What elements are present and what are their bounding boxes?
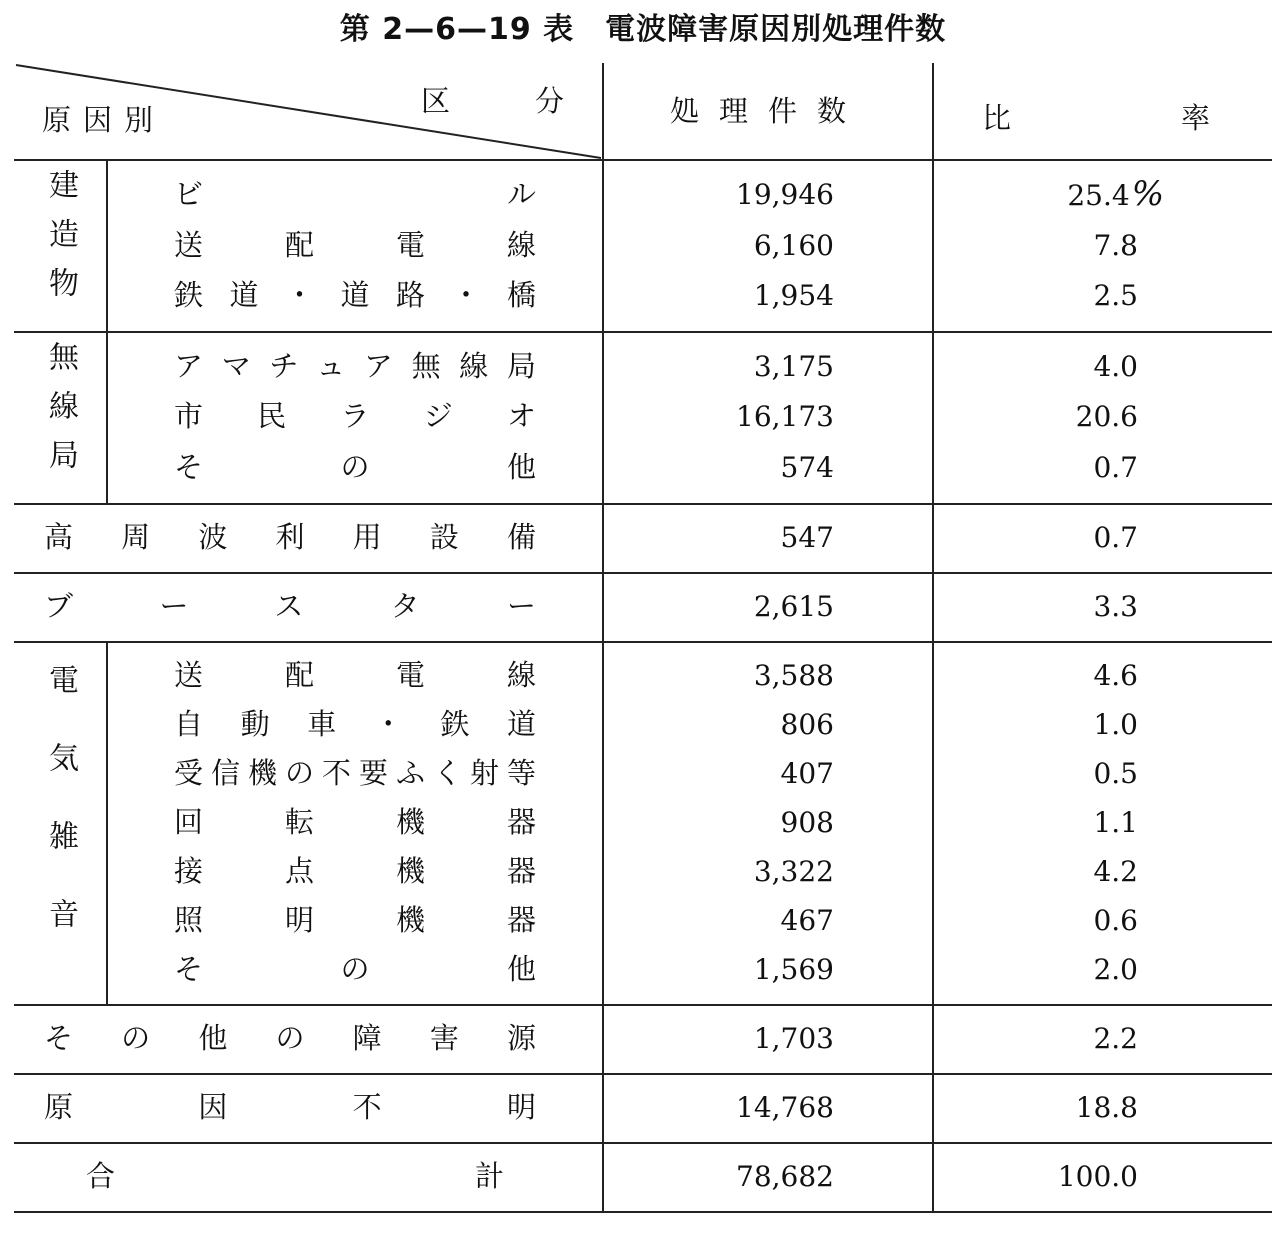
total-row: [14, 1143, 1272, 1212]
row-count: 19,946: [603, 160, 933, 220]
table-row: [14, 945, 1272, 1005]
row-count: 6,160: [603, 220, 933, 270]
header-count-label: 処理件数: [603, 63, 933, 160]
row-count: 2,615: [603, 573, 933, 642]
row-ratio: 0.6: [933, 896, 1272, 945]
row-ratio: 4.6: [933, 642, 1272, 700]
table-row: [14, 847, 1272, 896]
table-row: [14, 573, 1272, 642]
row-item: ブースター: [14, 573, 603, 642]
row-item: ビル: [107, 160, 603, 220]
row-item: 送配電線: [107, 220, 603, 270]
table-row: [14, 271, 1272, 332]
row-item: 原因不明: [14, 1074, 603, 1143]
row-count: 547: [603, 504, 933, 573]
row-ratio: 4.2: [933, 847, 1272, 896]
row-count: 16,173: [603, 392, 933, 442]
row-count: 1,954: [603, 271, 933, 332]
table-row: [14, 220, 1272, 270]
header-category-label: 区 分: [420, 84, 592, 118]
table-row: [14, 160, 1272, 220]
row-item: その他の障害源: [14, 1005, 603, 1074]
header-row: [14, 63, 1272, 160]
total-ratio: 100.0: [933, 1143, 1272, 1212]
row-item: その他: [107, 442, 603, 504]
table-row: [14, 1005, 1272, 1074]
row-count: 574: [603, 442, 933, 504]
table-row: [14, 504, 1272, 573]
row-ratio: 2.5: [933, 271, 1272, 332]
table-row: [14, 442, 1272, 504]
row-ratio: 2.2: [933, 1005, 1272, 1074]
row-count: 407: [603, 749, 933, 798]
row-ratio: 1.1: [933, 798, 1272, 847]
row-ratio: 1.0: [933, 700, 1272, 749]
table-row: [14, 896, 1272, 945]
row-count: 1,703: [603, 1005, 933, 1074]
row-item: 照明機器: [107, 896, 603, 945]
total-label: 合計: [14, 1143, 603, 1212]
row-item: 送配電線: [107, 642, 603, 700]
row-item: 自動車・鉄道: [107, 700, 603, 749]
row-count: 14,768: [603, 1074, 933, 1143]
row-count: 806: [603, 700, 933, 749]
row-ratio: 0.7: [933, 442, 1272, 504]
row-item: その他: [107, 945, 603, 1005]
row-ratio-cell: [933, 160, 1272, 220]
row-ratio: 2.0: [933, 945, 1272, 1005]
group-label-radio-stations: 無線局: [14, 332, 107, 504]
row-ratio: 0.7: [933, 504, 1272, 573]
group-label-electrical-noise: 電気雑音: [14, 642, 107, 1005]
row-count: 3,322: [603, 847, 933, 896]
row-count: 3,175: [603, 332, 933, 392]
row-item: 鉄道・道路・橋: [107, 271, 603, 332]
header-diagonal-cell: [14, 63, 603, 160]
table-row: [14, 392, 1272, 442]
header-ratio-right: 率: [1180, 101, 1210, 135]
row-ratio: 18.8: [933, 1074, 1272, 1143]
row-ratio: 20.6: [933, 392, 1272, 442]
row-ratio: 25.4: [1067, 178, 1130, 212]
row-item: 市民ラジオ: [107, 392, 603, 442]
table-row: [14, 1074, 1272, 1143]
radio-interference-table: [14, 63, 1272, 1213]
row-item: 高周波利用設備: [14, 504, 603, 573]
row-count: 3,588: [603, 642, 933, 700]
row-count: 1,569: [603, 945, 933, 1005]
row-count: 908: [603, 798, 933, 847]
header-ratio-left: 比: [982, 101, 1012, 135]
row-ratio: 3.3: [933, 573, 1272, 642]
total-count: 78,682: [603, 1143, 933, 1212]
header-cause-label: 原因別: [42, 103, 166, 137]
row-ratio: 4.0: [933, 332, 1272, 392]
row-ratio: 0.5: [933, 749, 1272, 798]
table-row: [14, 749, 1272, 798]
table-row: [14, 798, 1272, 847]
table-row: [14, 642, 1272, 700]
percent-unit: %: [1131, 173, 1164, 214]
table-title: 第 2—6—19 表 電波障害原因別処理件数: [339, 12, 947, 47]
row-item: 接点機器: [107, 847, 603, 896]
table-row: [14, 700, 1272, 749]
row-ratio: 7.8: [933, 220, 1272, 270]
row-count: 467: [603, 896, 933, 945]
row-item: 受信機の不要ふく射等: [107, 749, 603, 798]
group-label-buildings: 建造物: [43, 169, 78, 316]
row-item: アマチュア無線局: [107, 332, 603, 392]
header-ratio-cell: [933, 63, 1272, 160]
row-item: 回転機器: [107, 798, 603, 847]
table-row: [14, 332, 1272, 392]
